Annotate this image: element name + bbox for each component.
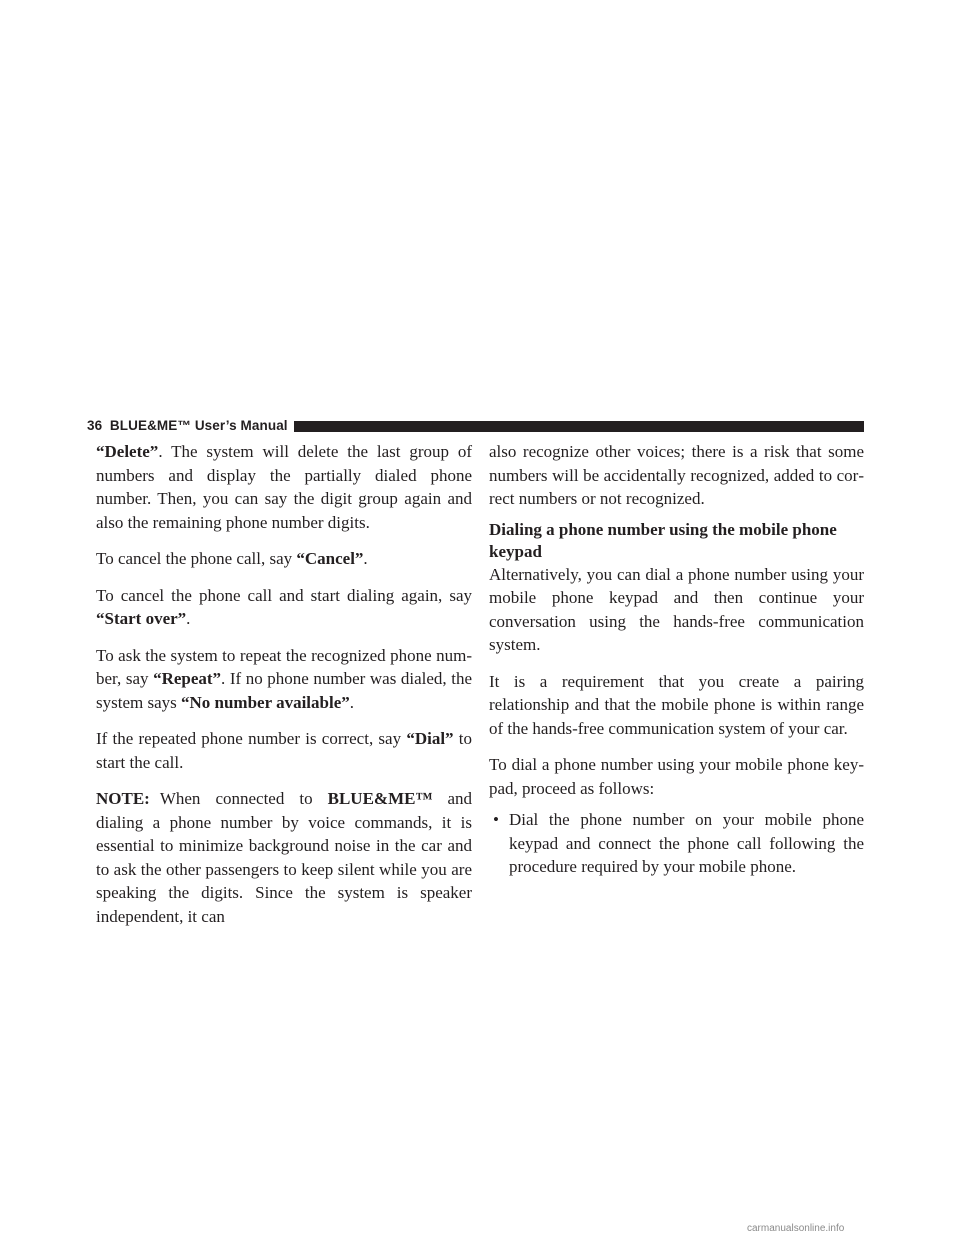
note-text-2: and dialing a phone number by voice commands, it is essential to minimize background noise in the car and to ask the other passengers to keep silent while you are speaking the digits. Since the system is speaker independent, it can [96,789,473,926]
page-number: 36 [87,418,103,433]
start-over-paragraph-end: . [186,609,191,628]
bullet-text: Dial the phone number on your mobile phone keypad and connect the phone call following the procedure required by your mobile phone. [509,810,864,876]
bullet-icon: • [493,810,499,829]
start-over-paragraph-text: To cancel the phone call and start dialing again, say [96,585,472,605]
repeat-paragraph-text-1: To ask the system to repeat the recognized phone number, say [96,645,472,688]
right-column [489,440,864,879]
dial-paragraph-text-1: If the repeated phone number is correct, say [96,729,407,748]
header-rule-bar [294,421,864,432]
delete-command: “Delete” [96,442,159,461]
dial-paragraph [96,727,472,774]
cancel-command: “Cancel” [296,549,364,568]
note-text-1: When connected to [159,789,328,808]
alternative-dialing-paragraph: Alternatively, you can dial a phone number using your mobile phone keypad and then continue your conversation using the hands-free communication system. [489,564,864,654]
note-paragraph [96,787,472,928]
dial-paragraph-text-2: to start the call. [96,729,472,772]
cancel-paragraph-end: . [363,549,368,568]
start-over-paragraph [96,584,472,631]
page-header [87,416,864,436]
watermark: carmanualsonline.info [747,1223,845,1234]
cancel-paragraph-text: To cancel the phone call, say [96,549,297,568]
bullet-list-item [489,808,864,879]
repeat-paragraph [96,644,472,715]
delete-paragraph-text: . The system will delete the last group of numbers and display the partially dialed phone number. Then, you can say the digit group again and also the remaining phone number digits. [96,442,472,532]
procedure-intro-paragraph: To dial a phone number using your mobile phone keypad, proceed as follows: [489,755,864,798]
left-column [96,440,472,941]
repeat-paragraph-end: . [349,692,355,712]
pairing-requirement-paragraph: It is a requirement that you create a pairing relationship and that the mobile phone is within range of the hands-free communication system of your car. [489,671,864,738]
brand-name: BLUE&ME™ [327,789,433,808]
continuation-paragraph: also recognize other voices; there is a risk that some numbers will be accidentally recognized, added to correct numbers or not recognized. [489,442,864,508]
no-number-available-command: “No number available” [181,692,350,712]
page-header-label [87,416,288,436]
cancel-paragraph [96,547,472,571]
section-subheading: Dialing a phone number using the mobile phone keypad [489,519,837,561]
manual-title: BLUE&ME™ User’s Manual [109,418,288,433]
dial-command: “Dial” [406,729,454,748]
delete-paragraph [96,440,472,534]
start-over-command: “Start over” [96,609,187,628]
repeat-paragraph-text-2: . If no phone number was dialed, the system says [96,669,473,712]
note-label: NOTE: [96,789,150,808]
repeat-command: “Repeat” [153,669,222,688]
